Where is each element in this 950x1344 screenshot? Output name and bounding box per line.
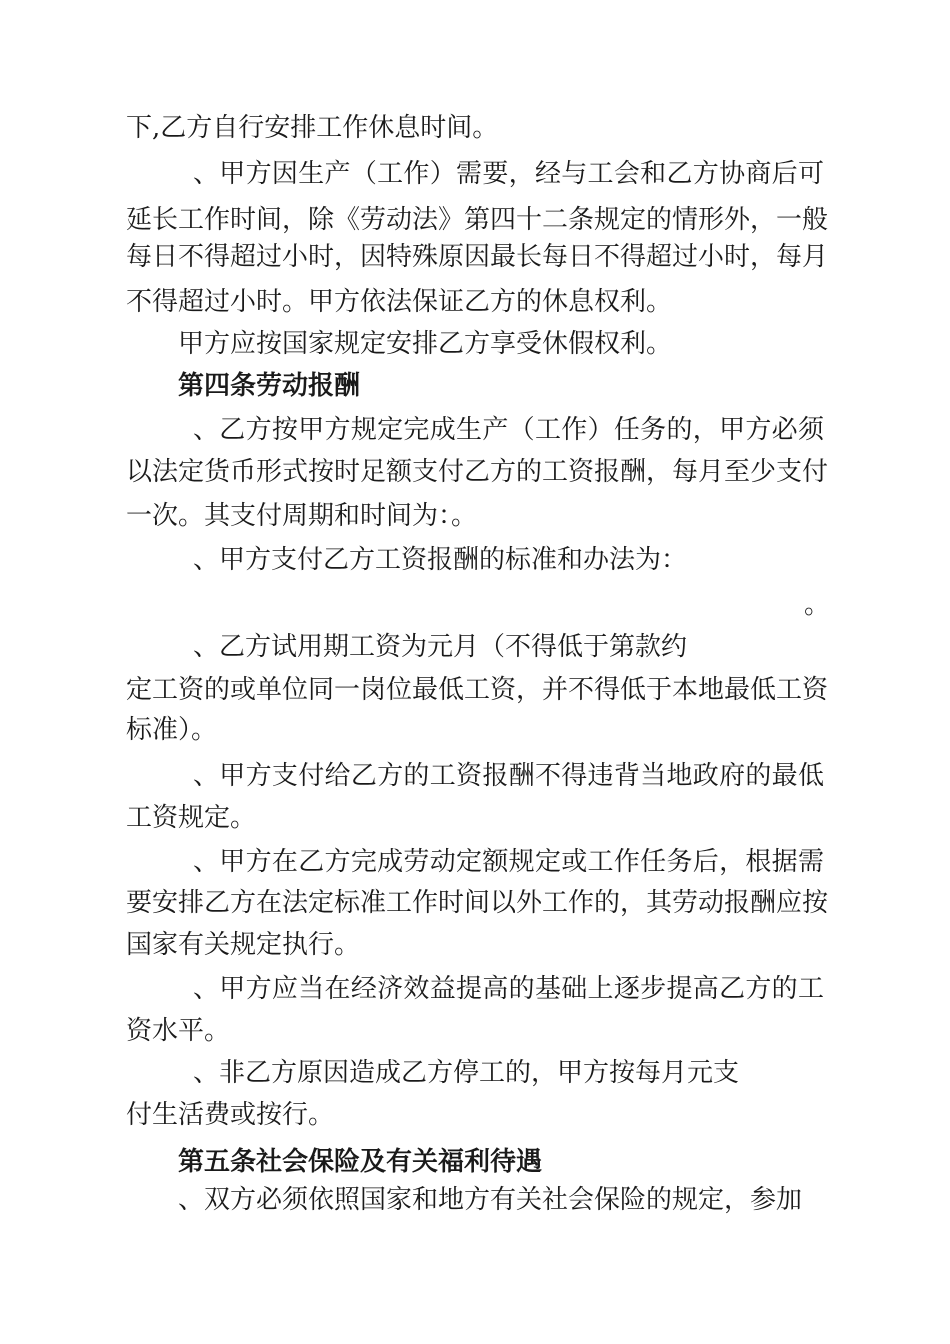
paragraph-line: 、双方必须依照国家和地方有关社会保险的规定，参加 xyxy=(178,1185,803,1215)
paragraph-line: 、非乙方原因造成乙方停工的，甲方按每月元支 xyxy=(193,1058,740,1088)
paragraph-line: 付生活费或按行。 xyxy=(126,1100,335,1130)
paragraph-line: 工资规定。 xyxy=(126,803,257,833)
paragraph-line: 。 xyxy=(804,590,831,620)
paragraph-line: 不得超过小时。甲方依法保证乙方的休息权利。 xyxy=(126,287,673,317)
paragraph-line: 要安排乙方在法定标准工作时间以外工作的，其劳动报酬应按 xyxy=(126,888,829,918)
section-heading: 第四条劳动报酬 xyxy=(178,371,361,401)
paragraph-line: 、乙方试用期工资为元月（不得低于第款约 xyxy=(193,632,688,662)
paragraph-line: 、甲方在乙方完成劳动定额规定或工作任务后，根据需 xyxy=(193,847,824,877)
section-heading: 第五条社会保险及有关福利待遇 xyxy=(178,1147,543,1177)
paragraph-line: 、甲方应当在经济效益提高的基础上逐步提高乙方的工 xyxy=(193,974,824,1004)
paragraph-line: 、乙方按甲方规定完成生产（工作）任务的，甲方必须 xyxy=(193,415,824,445)
paragraph-line: 定工资的或单位同一岗位最低工资，并不得低于本地最低工资 xyxy=(126,675,829,705)
paragraph-line: 、甲方支付给乙方的工资报酬不得违背当地政府的最低 xyxy=(193,761,824,791)
paragraph-line: 、甲方因生产（工作）需要，经与工会和乙方协商后可 xyxy=(193,159,824,189)
paragraph-line: 国家有关规定执行。 xyxy=(126,930,361,960)
paragraph-line: 一次。其支付周期和时间为：。 xyxy=(126,501,478,531)
paragraph-line: 每日不得超过小时，因特殊原因最长每日不得超过小时，每月 xyxy=(126,242,829,272)
paragraph-line: 延长工作时间，除《劳动法》第四十二条规定的情形外，一般 xyxy=(126,205,829,235)
paragraph-line: 资水平。 xyxy=(126,1016,231,1046)
paragraph-line: 下,乙方自行安排工作休息时间。 xyxy=(126,113,499,143)
paragraph-line: 标准）。 xyxy=(126,715,218,745)
paragraph-line: 以法定货币形式按时足额支付乙方的工资报酬，每月至少支付 xyxy=(126,457,829,487)
paragraph-line: 甲方应按国家规定安排乙方享受休假权利。 xyxy=(178,329,673,359)
paragraph-line: 、甲方支付乙方工资报酬的标准和办法为： xyxy=(193,545,688,575)
